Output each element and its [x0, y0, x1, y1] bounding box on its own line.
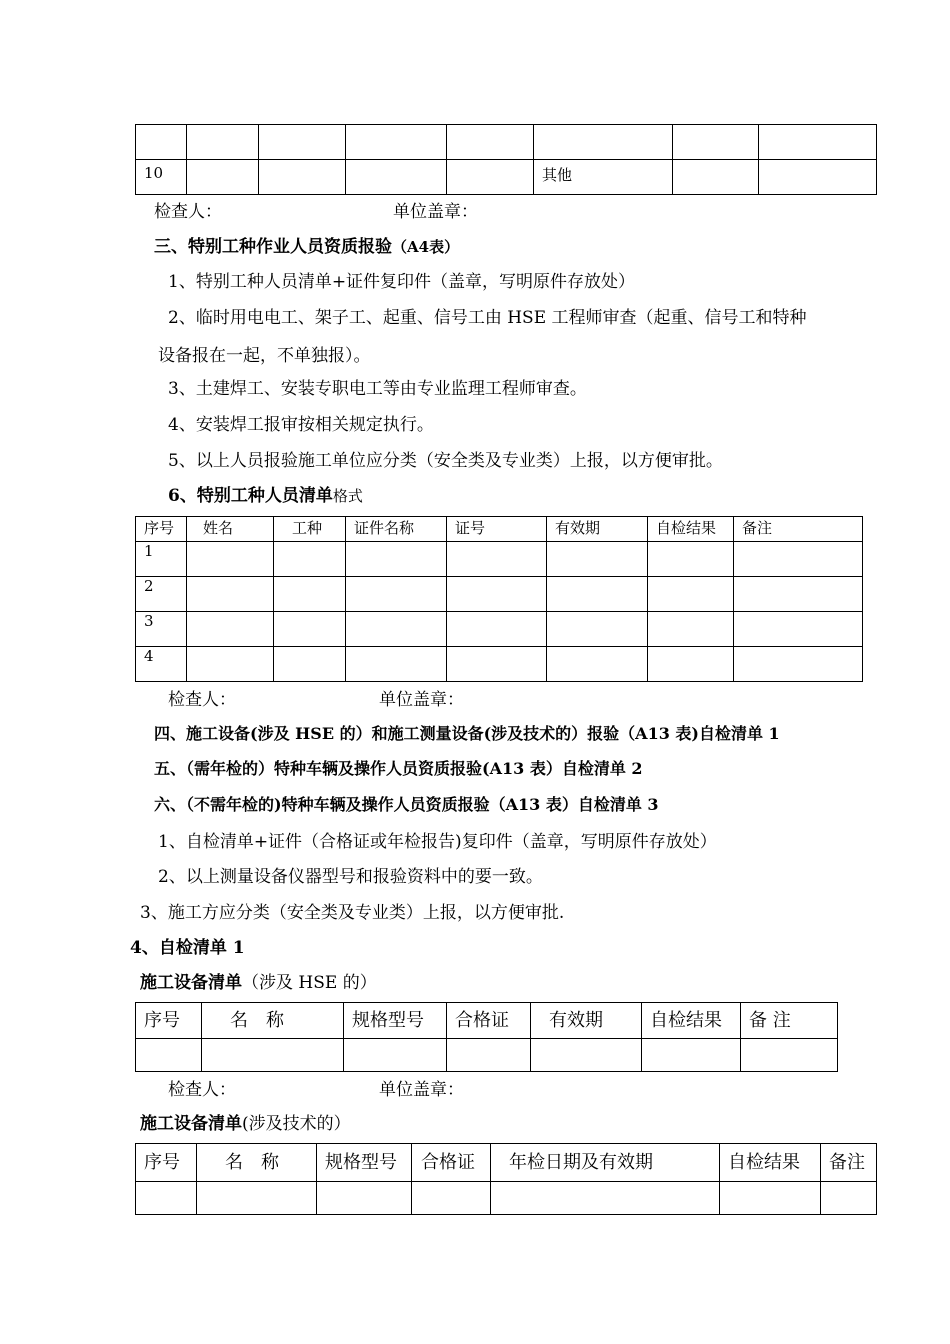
section-6-item-1: 1、自检清单+证件（合格证或年检报告)复印件（盖章，写明原件存放处）: [158, 832, 717, 852]
column-header: 有效期: [547, 517, 648, 542]
table-cell: 2: [136, 577, 187, 612]
table-cell: 1: [136, 542, 187, 577]
table-cell: [547, 542, 648, 577]
hse-equipment-list-title: [140, 968, 377, 993]
column-header: 证号: [447, 517, 547, 542]
section-3-title: [154, 232, 459, 257]
table-cell: [187, 647, 274, 682]
table-cell: [259, 160, 346, 195]
column-header: 证件名称: [346, 517, 447, 542]
table-header-row: [136, 517, 863, 542]
seal-label: 单位盖章：: [393, 202, 478, 222]
special-workers-table: [135, 516, 863, 682]
tech-equipment-table: [135, 1143, 877, 1215]
column-header: 规格型号: [344, 1003, 447, 1039]
table-row: [136, 1182, 877, 1215]
table-cell: [136, 1039, 202, 1072]
table-cell: [274, 612, 346, 647]
table-cell: [202, 1039, 344, 1072]
section-3-item-2: 2、临时用电电工、架子工、起重、信号工由 HSE 工程师审查（起重、信号工和特种: [168, 308, 807, 328]
table-cell: [741, 1039, 838, 1072]
table-cell: [344, 1039, 447, 1072]
table-cell: [734, 542, 863, 577]
table-cell: [346, 542, 447, 577]
table-row: [136, 647, 863, 682]
table-cell: [447, 1039, 531, 1072]
section-3-item-4: 4、安装焊工报审按相关规定执行。: [168, 415, 434, 435]
column-header: 合格证: [447, 1003, 531, 1039]
table-cell: [346, 612, 447, 647]
table-cell: [187, 612, 274, 647]
table-cell: [274, 542, 346, 577]
column-header: 备 注: [741, 1003, 838, 1039]
table-cell: [648, 647, 734, 682]
hse-equipment-list-title-note: （涉及 HSE 的）: [242, 973, 377, 993]
section-3-item-1: 1、特别工种人员清单+证件复印件（盖章，写明原件存放处）: [168, 272, 636, 292]
table-cell: [648, 542, 734, 577]
table-cell: [759, 125, 877, 160]
column-header: 合格证: [412, 1144, 491, 1182]
table-cell: [534, 125, 673, 160]
table-cell: [447, 577, 547, 612]
table-cell: [274, 647, 346, 682]
table-cell: [491, 1182, 720, 1215]
table-cell: [136, 1182, 197, 1215]
table-cell: 10: [136, 160, 187, 195]
table-row: [136, 1039, 838, 1072]
table-cell: [734, 647, 863, 682]
table-cell: [673, 125, 759, 160]
table-cell: [317, 1182, 412, 1215]
table-cell: 其他: [534, 160, 673, 195]
table-cell: [346, 160, 447, 195]
table-cell: [673, 160, 759, 195]
table-cell: [136, 125, 187, 160]
table-cell: [346, 125, 447, 160]
inspector-label: 检查人：: [168, 690, 236, 710]
table-cell: [274, 577, 346, 612]
table-row: [136, 125, 877, 160]
column-header: 规格型号: [317, 1144, 412, 1182]
column-header: 名 称: [202, 1003, 344, 1039]
column-header: 序号: [136, 1144, 197, 1182]
inspector-label: 检查人：: [154, 202, 222, 222]
table-cell: [531, 1039, 642, 1072]
section-6-item-3: 3、施工方应分类（安全类及专业类）上报，以方便审批.: [140, 903, 565, 923]
column-header: 自检结果: [648, 517, 734, 542]
table-cell: [187, 577, 274, 612]
section-3-item-3: 3、土建焊工、安装专职电工等由专业监理工程师审查。: [168, 379, 587, 399]
table-cell: [759, 160, 877, 195]
table-row: [136, 577, 863, 612]
section-3-title-text: 三、特别工种作业人员资质报验: [154, 237, 392, 257]
table-cell: [447, 542, 547, 577]
tech-equipment-list-title: [140, 1109, 351, 1134]
table-cell: [447, 125, 534, 160]
hse-equipment-list-title-bold: 施工设备清单: [140, 973, 242, 993]
tech-equipment-list-title-note: (涉及技术的）: [242, 1114, 351, 1134]
table-row: [136, 612, 863, 647]
column-header: 年检日期及有效期: [491, 1144, 720, 1182]
section-6-item-2: 2、以上测量设备仪器型号和报验资料中的要一致。: [158, 867, 543, 887]
column-header: 序号: [136, 1003, 202, 1039]
table-cell: [447, 612, 547, 647]
inspector-label: 检查人：: [168, 1080, 236, 1100]
table-cell: 3: [136, 612, 187, 647]
table-cell: 4: [136, 647, 187, 682]
table-cell: [187, 542, 274, 577]
self-check-list-1-title: 4、自检清单 1: [130, 938, 245, 958]
tech-equipment-list-title-bold: 施工设备清单: [140, 1114, 242, 1134]
section-4-title: 四、施工设备(涉及 HSE 的）和施工测量设备(涉及技术的）报验（A13 表)自检清单 1: [154, 724, 780, 743]
table-header-row: [136, 1144, 877, 1182]
column-header: 备注: [734, 517, 863, 542]
column-header: 自检结果: [642, 1003, 741, 1039]
section-3-item-5: 5、以上人员报验施工单位应分类（安全类及专业类）上报，以方便审批。: [168, 451, 723, 471]
table-cell: [259, 125, 346, 160]
table-cell: [648, 577, 734, 612]
table-cell: [447, 647, 547, 682]
table-cell: [547, 647, 648, 682]
column-header: 备注: [821, 1144, 877, 1182]
table-row: [136, 542, 863, 577]
table-header-row: [136, 1003, 838, 1039]
table-cell: [648, 612, 734, 647]
table-cell: [187, 125, 259, 160]
table-cell: [346, 647, 447, 682]
table-cell: [197, 1182, 317, 1215]
column-header: 名 称: [197, 1144, 317, 1182]
table-cell: [642, 1039, 741, 1072]
table-cell: [547, 577, 648, 612]
section-3-item-6-suffix: 格式: [332, 487, 363, 505]
seal-label: 单位盖章：: [379, 1080, 464, 1100]
section-3-item-6: [168, 481, 363, 506]
section-5-title: 五、（需年检的）特种车辆及操作人员资质报验(A13 表）自检清单 2: [154, 759, 643, 778]
column-header: 序号: [136, 517, 187, 542]
table-row: [136, 160, 877, 195]
section-6-title: 六、（不需年检的)特种车辆及操作人员资质报验（A13 表）自检清单 3: [154, 795, 659, 814]
column-header: 工种: [274, 517, 346, 542]
column-header: 有效期: [531, 1003, 642, 1039]
column-header: 自检结果: [720, 1144, 821, 1182]
seal-label: 单位盖章：: [379, 690, 464, 710]
equipment-continuation-table: [135, 124, 877, 195]
table-cell: [734, 577, 863, 612]
section-3-item-2-cont: 设备报在一起，不单独报）。: [158, 346, 371, 366]
hse-equipment-table: [135, 1002, 838, 1072]
table-cell: [447, 160, 534, 195]
table-cell: [821, 1182, 877, 1215]
table-cell: [720, 1182, 821, 1215]
table-cell: [412, 1182, 491, 1215]
section-3-item-6-title: 6、特别工种人员清单: [168, 486, 333, 506]
table-cell: [187, 160, 259, 195]
table-cell: [547, 612, 648, 647]
column-header: 姓名: [187, 517, 274, 542]
section-3-form-code: （A4表）: [392, 238, 460, 256]
table-cell: [734, 612, 863, 647]
table-cell: [346, 577, 447, 612]
